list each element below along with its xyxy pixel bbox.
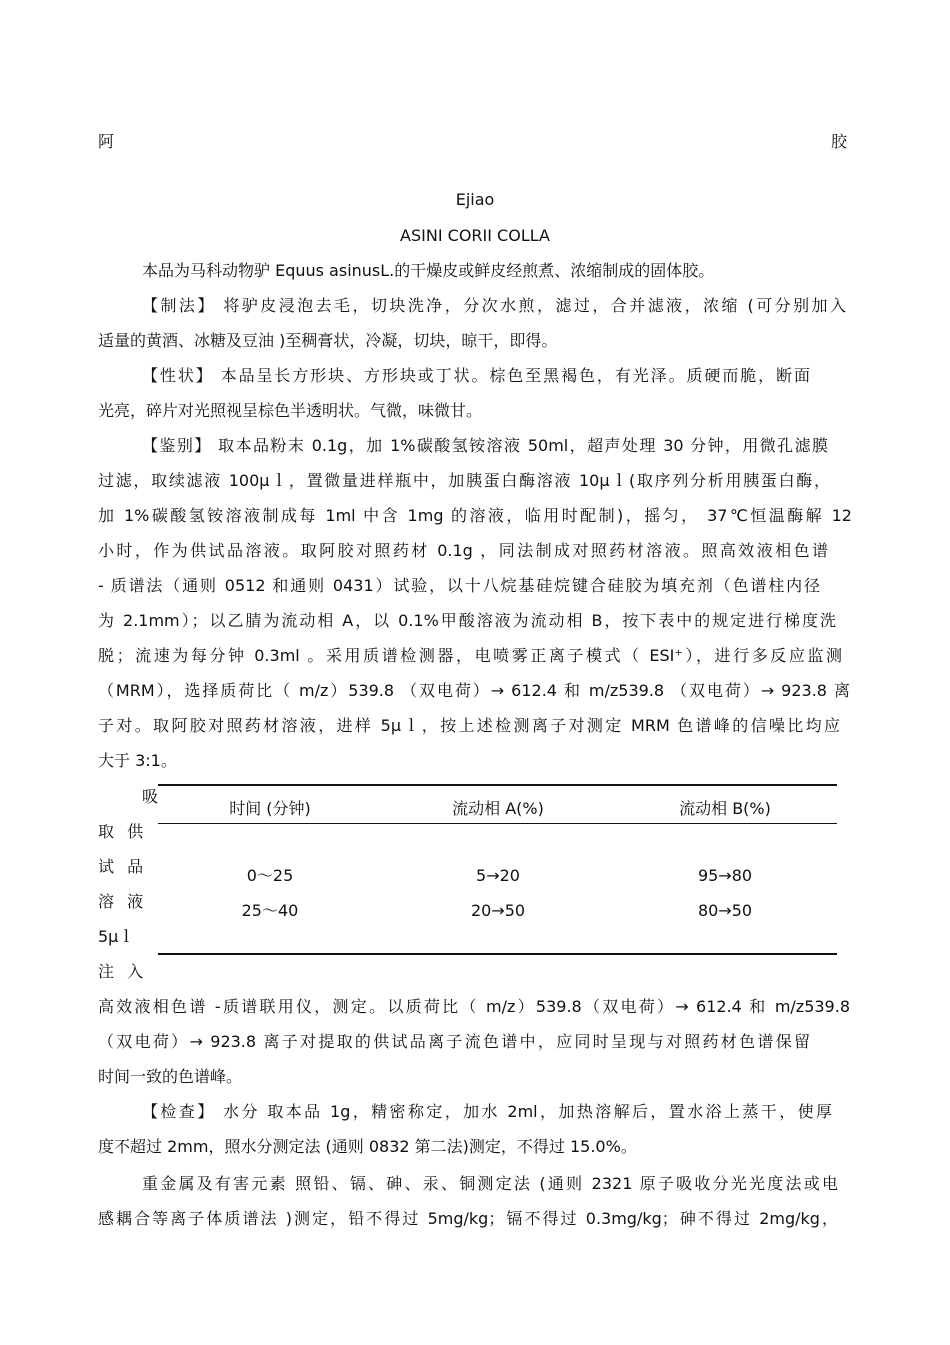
title-character-right: 胶 <box>831 132 848 151</box>
text-line: 高效液相色谱 -质谱联用仪，测定。以质荷比（ m/z）539.8（双电荷）→ 612.4 和 m/z539.8 <box>98 997 850 1016</box>
table-header-phase-a: 流动相 A(%) <box>452 799 544 818</box>
text-line: - 质谱法（通则 0512 和通则 0431）试验，以十八烷基硅烷键合硅胶为填充剂（色谱柱内径 <box>98 576 820 595</box>
text-line: 重金属及有害元素 照铅、镉、砷、汞、铜测定法 (通则 2321 原子吸收分光光度法或电 <box>142 1174 838 1193</box>
latin-name: ASINI CORII COLLA <box>400 226 550 245</box>
text-line: 适量的黄酒、冰糖及豆油 )至稠膏状，冷凝，切块，晾干，即得。 <box>98 331 558 350</box>
text-line: 脱；流速为每分钟 0.3ml 。采用质谱检测器，电喷雾正离子模式（ ESI⁺），进行多反应监测 <box>98 646 842 665</box>
text-line: 为 2.1mm）；以乙腈为流动相 A，以 0.1%甲酸溶液为流动相 B，按下表中的规定进行梯度洗 <box>98 611 836 630</box>
table-top-rule <box>158 784 837 786</box>
side-text: 溶 液 <box>98 892 148 911</box>
table-header-rule <box>158 823 837 824</box>
table-header-phase-b: 流动相 B(%) <box>679 799 771 818</box>
text-line: 加 1%碳酸氢铵溶液制成每 1ml 中含 1mg 的溶液，临用时配制)，摇匀， 37℃恒温酶解 12 <box>98 506 852 525</box>
table-cell: 25～40 <box>241 901 299 920</box>
side-text: 吸 <box>142 787 163 806</box>
text-line: 度不超过 2mm，照水分测定法 (通则 0832 第二法)测定，不得过 15.0%。 <box>98 1137 637 1156</box>
text-line: 【制法】 将驴皮浸泡去毛，切块洗净，分次水煎，滤过，合并滤液，浓缩 (可分别加入 <box>142 296 846 315</box>
text-line: 【检查】 水分 取本品 1g，精密称定，加水 2ml，加热溶解后，置水浴上蒸干，使厚 <box>142 1102 832 1121</box>
text-line: 子对。取阿胶对照药材溶液，进样 5μｌ，按上述检测离子对测定 MRM 色谱峰的信噪比均应 <box>98 716 840 735</box>
text-line: 【性状】 本品呈长方形块、方形块或丁状。棕色至黑褐色，有光泽。质硬而脆，断面 <box>142 366 810 385</box>
text-line: （MRM），选择质荷比（ m/z）539.8 （双电荷）→ 612.4 和 m/z539.8 （双电荷）→ 923.8 离 <box>98 681 850 700</box>
text-line: （双电荷）→ 923.8 离子对提取的供试品离子流色谱中，应同时呈现与对照药材色谱保留 <box>98 1032 810 1051</box>
title-character-left: 阿 <box>98 132 115 151</box>
table-cell: 20→50 <box>470 901 526 920</box>
text-line: 本品为马科动物驴 Equus asinusL.的干燥皮或鲜皮经煎煮、浓缩制成的固体胶。 <box>142 261 715 280</box>
side-text: 取 供 <box>98 822 148 841</box>
table-header-time: 时间 (分钟) <box>229 799 311 818</box>
text-line: 【鉴别】 取本品粉末 0.1g，加 1%碳酸氢铵溶液 50ml，超声处理 30 分钟，用微孔滤膜 <box>142 436 828 455</box>
table-cell: 0～25 <box>246 866 294 885</box>
text-line: 小时，作为供试品溶液。取阿胶对照药材 0.1g ，同法制成对照药材溶液。照高效液相色谱 <box>98 541 828 560</box>
side-text: 5μｌ <box>98 927 135 946</box>
side-text: 试 品 <box>98 857 148 876</box>
text-line: 大于 3:1。 <box>98 751 177 770</box>
table-cell: 5→20 <box>476 866 520 885</box>
pinyin-name: Ejiao <box>455 190 495 209</box>
table-cell: 95→80 <box>697 866 753 885</box>
table-bottom-rule <box>158 953 837 955</box>
text-line: 时间一致的色谱峰。 <box>98 1067 243 1086</box>
side-text: 注 入 <box>98 962 148 981</box>
text-line: 感耦合等离子体质谱法 )测定，铅不得过 5mg/kg；镉不得过 0.3mg/kg；砷不得过 2mg/kg， <box>98 1209 838 1228</box>
table-cell: 80→50 <box>697 901 753 920</box>
text-line: 光亮，碎片对光照视呈棕色半透明状。气微，味微甘。 <box>98 401 483 420</box>
text-line: 过滤，取续滤液 100μｌ，置微量进样瓶中，加胰蛋白酶溶液 10μｌ(取序列分析用胰蛋白酶， <box>98 471 830 490</box>
